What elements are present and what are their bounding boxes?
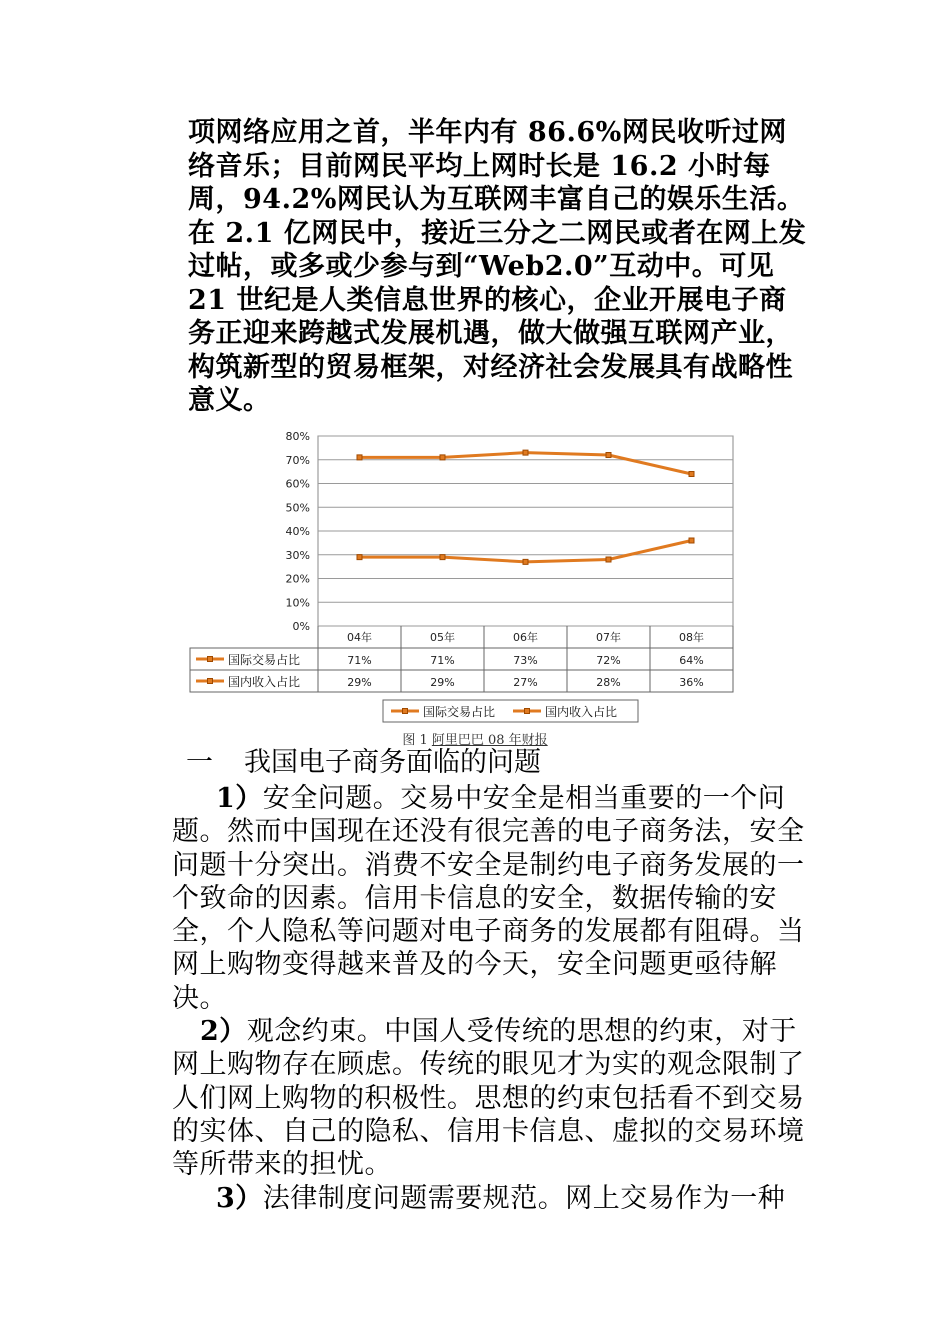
x-category-label: 04年 [347,631,372,644]
legend-marker [525,709,530,714]
y-tick-label: 20% [285,572,310,586]
data-point [357,455,362,460]
problem-list [172,782,812,1215]
intro-paragraph: 项网络应用之首，半年内有 86.6%网民收听过网络音乐；目前网民平均上网时长是 16.2 小时每周，94.2%网民认为互联网丰富自己的娱乐生活。在 2.1 亿网民中，接近三分之二网民或者在网上发过帖，或多或少参与到“Web2.0”互动中。可见 21 世纪是人类信息世界的核心，企业开展电子商务正迎来跨越式发展机遇，做大做强互联网产业，构筑新型的贸易框架，对经济社会发展具有战略性意义。 [188,117,807,416]
data-point [606,453,611,458]
problem-number: 1） [216,783,263,814]
legend-marker [403,709,408,714]
problem-text: 安全问题。交易中安全是相当重要的一个问题。然而中国现在还没有很完善的电子商务法，安全问题十分突出。消费不安全是制约电子商务发展的一个致命的因素。信用卡信息的安全，数据传输的安全，个人隐私等问题对电子商务的发展都有阻碍。当网上购物变得越来普及的今天，安全问题更亟待解决。 [172,783,805,1014]
table-series-marker [208,679,213,684]
x-category-label: 08年 [679,631,704,644]
problem-text: 法律制度问题需要规范。网上交易作为一种 [262,1182,786,1214]
data-point [689,538,694,543]
data-point [689,472,694,477]
table-value: 64% [679,654,704,667]
table-value: 71% [430,654,455,667]
y-tick-label: 0% [292,620,310,633]
chart-svg [186,428,746,728]
problem-number: 3） [216,1182,263,1214]
problem-item-2 [172,1015,812,1181]
table-series-name: 国际交易占比 [228,653,301,667]
y-tick-label: 10% [285,596,310,610]
table-value: 36% [679,676,704,689]
y-tick-label: 60% [285,477,310,491]
problem-number: 2） [200,1016,247,1048]
table-value: 29% [430,676,455,689]
y-tick-label: 40% [285,525,310,538]
y-tick-label: 80% [285,430,310,443]
data-point [440,455,445,460]
line-chart [186,428,746,728]
caption-prefix: 图 1 [402,733,432,748]
data-point [357,555,362,560]
x-category-label: 05年 [430,631,455,644]
y-tick-label: 50% [285,501,310,515]
section-number: 一 [186,747,213,778]
y-tick-label: 70% [285,453,310,467]
table-value: 27% [513,676,538,689]
x-category-label: 06年 [513,631,538,644]
problem-item-1 [172,782,812,1015]
table-value: 72% [596,654,621,667]
problem-item-3 [172,1182,812,1215]
section-title: 我国电子商务面临的问题 [244,747,541,778]
section-heading [186,746,541,780]
table-value: 73% [513,654,538,667]
problem-text: 观念约束。中国人受传统的思想的约束，对于网上购物存在顾虑。传统的眼见才为实的观念限制了人们网上购物的积极性。思想的约束包括看不到交易的实体、自己的隐私、信用卡信息、虚拟的交易环境等所带来的担忧。 [172,1016,805,1181]
legend-label: 国内收入占比 [545,705,618,719]
data-point [523,559,528,564]
table-value: 71% [347,654,372,667]
legend-label: 国际交易占比 [423,705,496,719]
data-point [606,557,611,562]
table-value: 29% [347,676,372,689]
x-category-label: 07年 [596,631,621,644]
table-series-name: 国内收入占比 [228,675,301,689]
data-point [440,555,445,560]
caption-text: 阿里巴巴 08 年财报 [431,733,548,748]
y-tick-label: 30% [285,548,310,562]
table-value: 28% [596,676,621,689]
table-series-marker [208,657,213,662]
data-point [523,450,528,455]
